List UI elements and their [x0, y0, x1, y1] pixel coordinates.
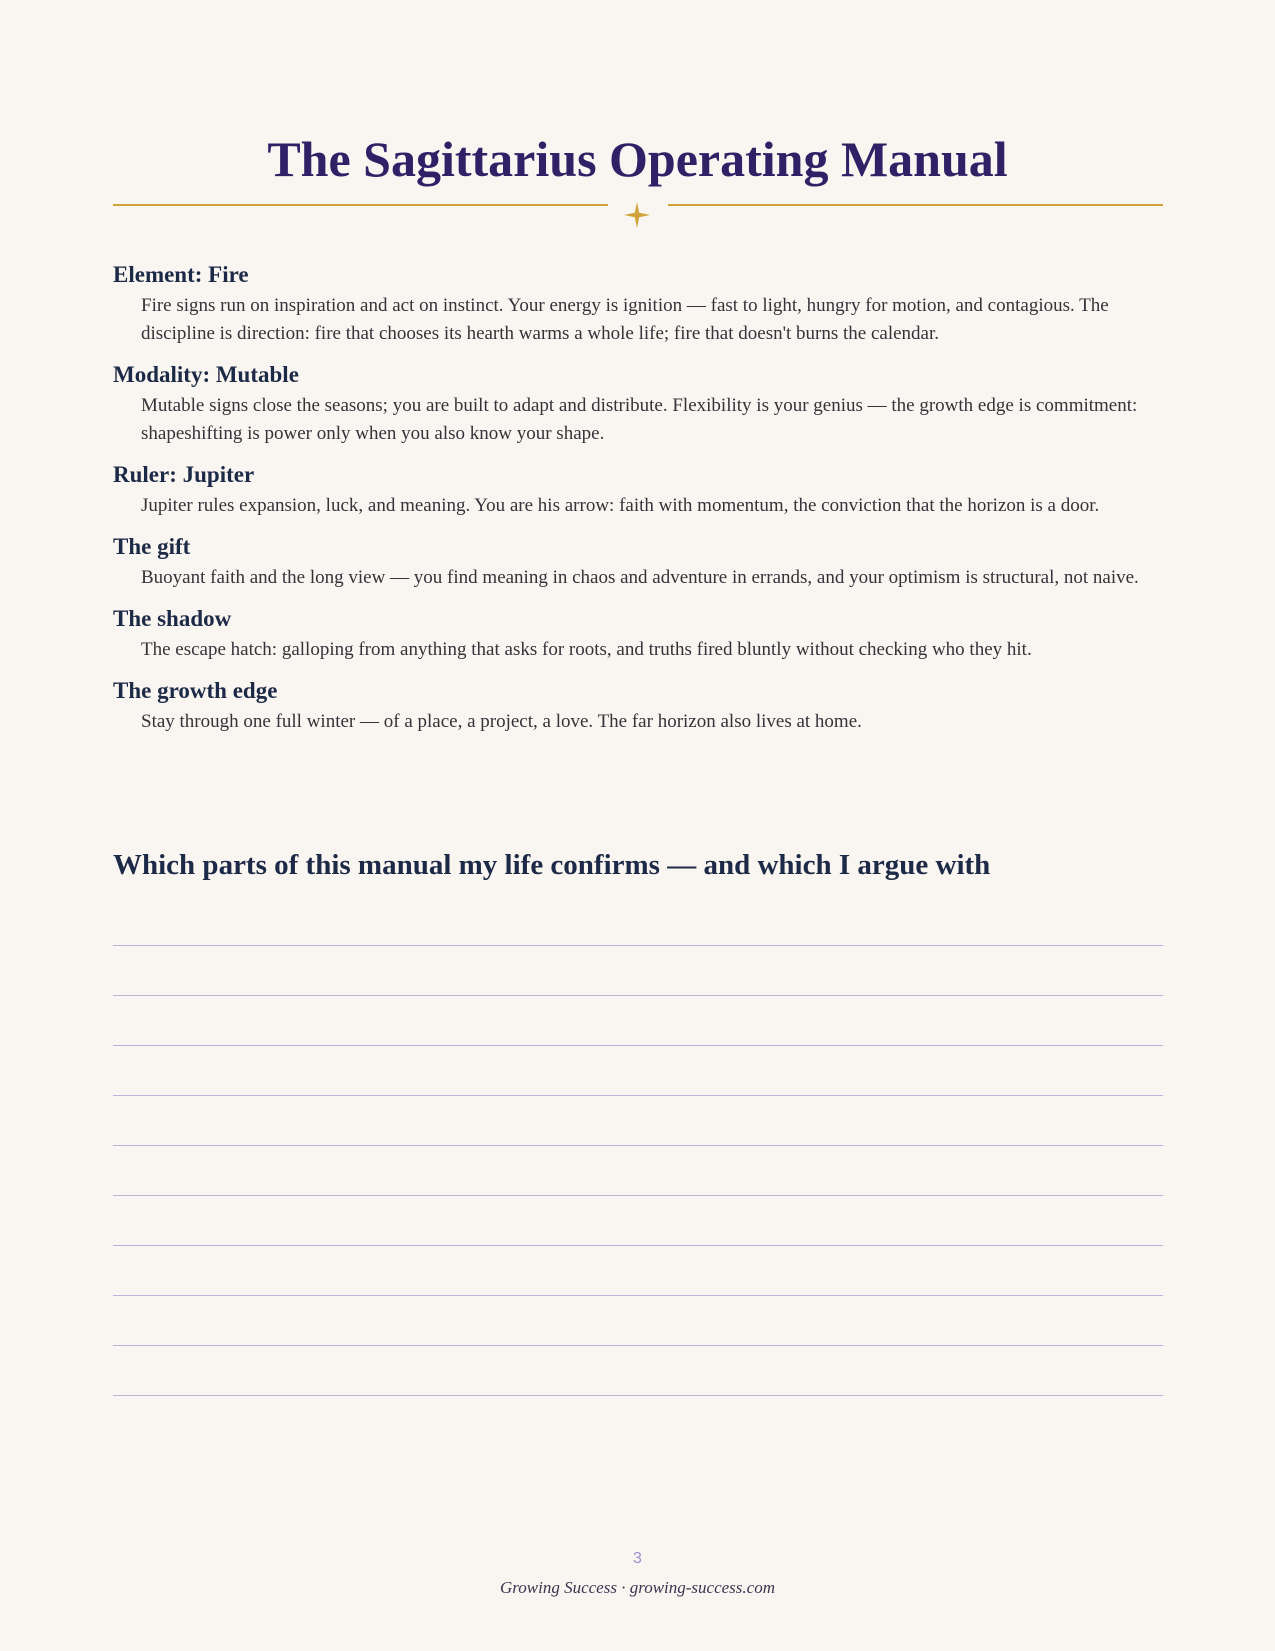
section-body: Fire signs run on inspiration and act on instinct. Your energy is ignition — fast to light, hungry for motion, and contagious. The discipline is direction: fire that chooses its hearth warms a whole life; fire that doesn't burns the calendar.: [141, 295, 1109, 344]
section-heading: Modality: Mutable: [113, 362, 299, 387]
writing-line[interactable]: [113, 1045, 1163, 1046]
section-heading: Element: Fire: [113, 262, 249, 287]
section-growth-edge: [113, 674, 1163, 736]
section-heading: The growth edge: [113, 678, 278, 703]
writing-line[interactable]: [113, 1395, 1163, 1396]
section-body: Mutable signs close the seasons; you are built to adapt and distribute. Flexibility is your genius — the growth edge is commitment: shapeshifting is power only when you also know your shape.: [141, 395, 1138, 444]
section-body: Stay through one full winter — of a place, a project, a love. The far horizon also lives at home.: [141, 711, 862, 732]
section-body: Buoyant faith and the long view — you find meaning in chaos and adventure in errands, and your optimism is structural, not naive.: [141, 567, 1139, 588]
section-modality: [113, 358, 1163, 448]
writing-line[interactable]: [113, 1145, 1163, 1146]
section-heading: The shadow: [113, 606, 232, 631]
page-title: The Sagittarius Operating Manual: [267, 131, 1008, 187]
section-element: [113, 258, 1163, 348]
writing-line[interactable]: [113, 1195, 1163, 1196]
page-number: 3: [633, 1550, 642, 1567]
section-gift: [113, 530, 1163, 592]
section-shadow: [113, 602, 1163, 664]
section-heading: Ruler: Jupiter: [113, 462, 255, 487]
writing-line[interactable]: [113, 1095, 1163, 1096]
four-point-star-icon: [624, 202, 650, 228]
writing-line[interactable]: [113, 995, 1163, 996]
section-ruler: [113, 458, 1163, 520]
footer-credit: Growing Success · growing-success.com: [500, 1578, 775, 1597]
section-heading: The gift: [113, 534, 191, 559]
writing-line[interactable]: [113, 1245, 1163, 1246]
writing-line[interactable]: [113, 945, 1163, 946]
writing-line[interactable]: [113, 1345, 1163, 1346]
section-body: The escape hatch: galloping from anything that asks for roots, and truths fired bluntly without checking who they hit.: [141, 639, 1032, 660]
title-divider-left: [113, 204, 608, 206]
writing-line[interactable]: [113, 1295, 1163, 1296]
title-divider-right: [668, 204, 1163, 206]
manual-sections: [113, 258, 1163, 746]
section-body: Jupiter rules expansion, luck, and meaning. You are his arrow: faith with momentum, the conviction that the horizon is a door.: [141, 495, 1100, 516]
journal-prompt-heading: Which parts of this manual my life confirms — and which I argue with: [113, 849, 991, 881]
